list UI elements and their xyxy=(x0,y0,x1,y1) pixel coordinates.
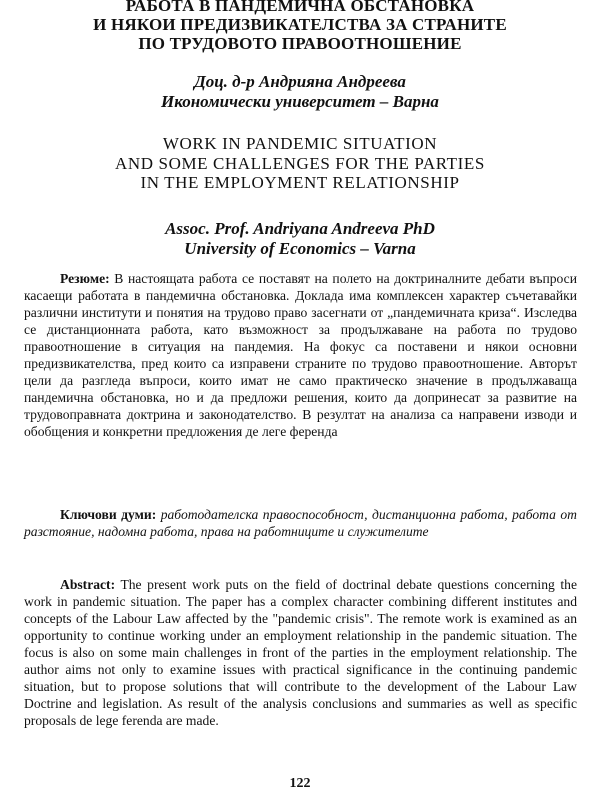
author-name-english: Assoc. Prof. Andriyana Andreeva PhD xyxy=(165,219,435,238)
title-english xyxy=(0,134,600,193)
page-number: 122 xyxy=(289,776,311,791)
summary-bulgarian-label: Резюме: xyxy=(60,271,110,286)
abstract-english-text: The present work puts on the field of doctrinal debate questions concerning the work in pandemic situation. The paper has a complex character combining different institutes and concepts of the Labour Law affected by the "pandemic crisis". The remote work is examined as an opportunity to continue working under an employment relationship in the pandemic situation. The focus is also on some main challenges in front of the parties in the employment relationship. The author aims not only to examine issues with practical significance in the continuing pandemic situation, but to propose solutions that will contribute to the development of the Labour Law Doctrine and legislation. As result of the analysis conclusions and summaries as well as specific proposals de lege ferenda are made. xyxy=(24,577,577,728)
title-bulgarian-line-3: ПО ТРУДОВОТО ПРАВООТНОШЕНИЕ xyxy=(138,34,462,53)
title-english-line-1: WORK IN PANDEMIC SITUATION xyxy=(162,134,438,153)
title-english-line-2: AND SOME CHALLENGES FOR THE PARTIES xyxy=(115,153,485,173)
keywords-bulgarian-text: работодателска правоспособност, дистанционна работа, работа от разстояние, надомна работа, права на работниците и служителите xyxy=(24,507,577,539)
author-affiliation-english: University of Economics – Varna xyxy=(184,239,416,258)
title-bulgarian xyxy=(0,0,600,53)
title-english-line-3: IN THE EMPLOYMENT RELATIONSHIP xyxy=(140,173,460,192)
keywords-bulgarian xyxy=(24,506,577,540)
author-block-bulgarian xyxy=(0,72,600,112)
summary-bulgarian-text: В настоящата работа се поставят на полето на доктриналните дебати въпроси касаещи работата в пандемична обстановка. Доклада има комплексен характер съчетавайки различни институти и понятия на трудово право засегнати от „пандемичната криза“. Изследва се дистанционната работа, като възможност за продължаване на работа по трудово правоотношение в ситуация на пандемия. На фокус са поставени и някои основни предизвикателства, пред които са изправени страните по трудово правоотношение. Авторът цели да разгледа въпроси, които имат не само практическо значение в продължаваща пандемична обстановка, но и да предложи решения, които да допринесат за развитие на трудовоправната доктрина и законодателство. В резултат на анализа са направени изводи и обобщения и конкретни предложения де леге ференда xyxy=(24,271,577,439)
summary-bulgarian xyxy=(24,270,577,440)
abstract-english xyxy=(24,576,577,729)
abstract-english-label: Abstract: xyxy=(60,577,116,592)
author-block-english xyxy=(0,219,600,259)
author-affiliation-bulgarian: Икономически университет – Варна xyxy=(161,92,439,111)
keywords-bulgarian-label: Ключови думи: xyxy=(60,507,157,522)
title-bulgarian-line-1: РАБОТА В ПАНДЕМИЧНА ОБСТАНОВКА xyxy=(125,0,475,15)
author-name-bulgarian: Доц. д-р Андрияна Андреева xyxy=(194,72,406,91)
title-bulgarian-line-2: И НЯКОИ ПРЕДИЗВИКАТЕЛСТВА ЗА СТРАНИТЕ xyxy=(93,15,507,34)
